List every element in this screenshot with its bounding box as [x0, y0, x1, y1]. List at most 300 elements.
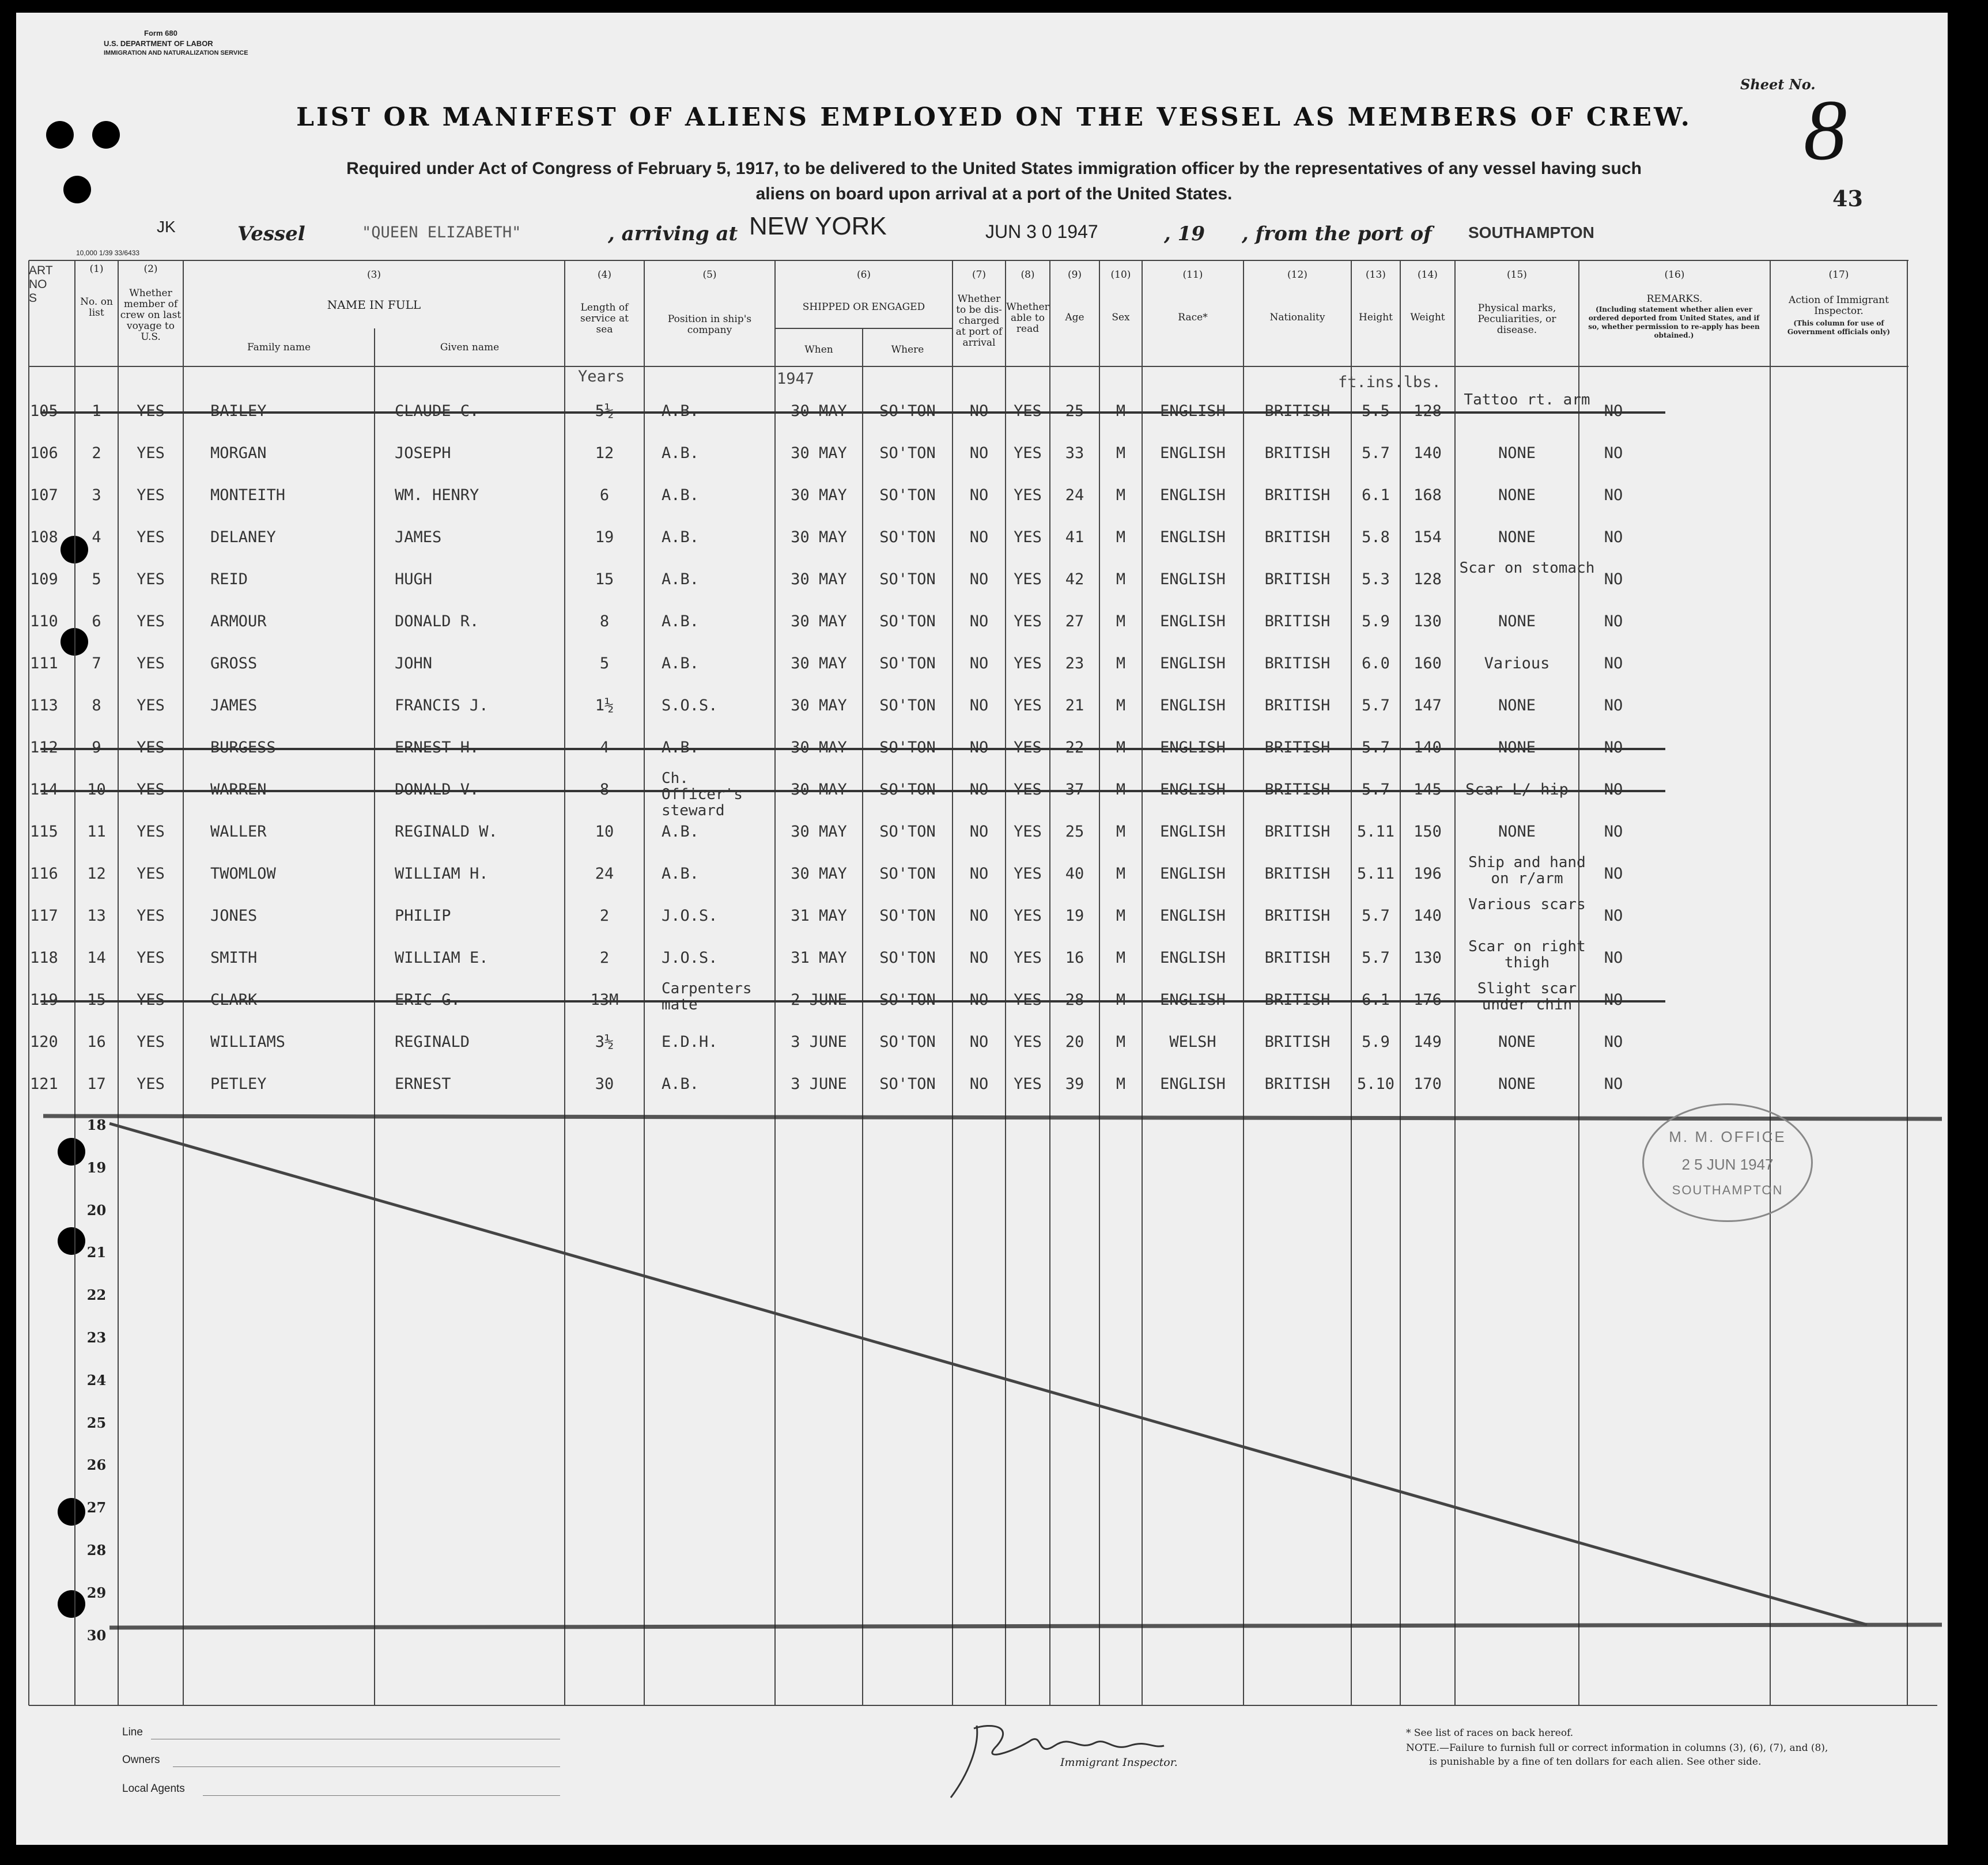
col-10-title: Sex: [1112, 312, 1130, 323]
row-list-number: 2: [92, 444, 101, 462]
row-discharged: NO: [969, 697, 989, 714]
col-16-title: REMARKS.: [1646, 293, 1703, 305]
row-shipped-when: 30 MAY: [791, 865, 847, 883]
row-discharged: NO: [969, 991, 989, 1009]
footer-owners-label: Owners: [122, 1754, 160, 1766]
row-weight: 130: [1413, 612, 1442, 630]
row-list-number: 1: [92, 402, 101, 420]
row-nationality: BRITISH: [1264, 570, 1331, 588]
row-given-name: DONALD R.: [395, 612, 479, 630]
row-family-name: PETLEY: [210, 1075, 267, 1093]
row-weight: 140: [1413, 444, 1442, 462]
subtitle-line-1: Required under Act of Congress of February 5, 1917, to be delivered to the United States immigration officer by the representatives of any vessel having such: [346, 159, 1642, 178]
row-sex: M: [1116, 655, 1126, 672]
col-16-subtitle: (Including statement whether alien ever ordered deported from United States, and if so, whether permission to re-apply has been obtained.): [1588, 305, 1760, 339]
row-shipped-when: 3 JUNE: [791, 1075, 847, 1093]
row-race: ENGLISH: [1160, 823, 1226, 841]
row-age: 37: [1065, 781, 1084, 799]
from-port: SOUTHAMPTON: [1468, 224, 1594, 241]
row-previous-voyage: YES: [137, 402, 165, 420]
row-given-name: ERIC G.: [395, 991, 460, 1009]
row-art-number: 114: [30, 781, 58, 799]
row-remarks: NO: [1604, 697, 1623, 714]
col-15-title: Physical marks, Peculiarities, or disease.: [1477, 302, 1556, 336]
row-height: 5.9: [1362, 612, 1390, 630]
row-able-to-read: YES: [1014, 1075, 1042, 1093]
row-height: 5.10: [1356, 1075, 1395, 1093]
empty-row-number: 21: [86, 1244, 107, 1261]
vessel-name: "QUEEN ELIZABETH": [362, 224, 521, 241]
row-previous-voyage: YES: [137, 991, 165, 1009]
row-service-length: 2: [599, 907, 610, 925]
col-6-where: Where: [891, 344, 924, 355]
row-position: J.O.S.: [662, 949, 718, 967]
row-position: Ch. Officer's steward: [662, 770, 743, 819]
row-position: A.B.: [662, 444, 700, 462]
row-nationality: BRITISH: [1264, 612, 1331, 630]
row-remarks: NO: [1604, 570, 1623, 588]
row-given-name: WM. HENRY: [395, 486, 479, 504]
row-given-name: HUGH: [395, 570, 433, 588]
arriving-label: , arriving at: [608, 222, 738, 245]
row-race: ENGLISH: [1160, 697, 1226, 714]
row-shipped-when: 30 MAY: [791, 781, 847, 799]
row-able-to-read: YES: [1014, 865, 1042, 883]
row-position: A.B.: [662, 528, 700, 546]
row-discharged: NO: [969, 1033, 989, 1051]
row-physical-marks: NONE: [1498, 823, 1536, 841]
row-service-length: 4: [599, 739, 610, 756]
print-code: 10,000 1/39 33/6433: [76, 249, 140, 257]
row-given-name: ERNEST: [395, 1075, 451, 1093]
row-previous-voyage: YES: [137, 781, 165, 799]
inspector-label: Immigrant Inspector.: [1060, 1756, 1178, 1769]
col-3-title: NAME IN FULL: [327, 298, 421, 312]
row-age: 20: [1065, 1033, 1084, 1051]
row-shipped-when: 30 MAY: [791, 655, 847, 672]
row-discharged: NO: [969, 612, 989, 630]
row-weight: 130: [1413, 949, 1442, 967]
row-service-length: 3½: [595, 1033, 614, 1051]
row-race: ENGLISH: [1160, 402, 1226, 420]
row-shipped-when: 30 MAY: [791, 444, 847, 462]
row-list-number: 11: [87, 823, 106, 841]
row-height: 6.0: [1362, 655, 1390, 672]
row-race: ENGLISH: [1160, 865, 1226, 883]
arriving-port: NEW YORK: [749, 212, 887, 240]
row-shipped-where: SO'TON: [879, 655, 936, 672]
row-remarks: NO: [1604, 1075, 1623, 1093]
row-given-name: CLAUDE C.: [395, 402, 479, 420]
row-family-name: WARREN: [210, 781, 267, 799]
row-shipped-when: 31 MAY: [791, 949, 847, 967]
row-physical-marks: NONE: [1498, 444, 1536, 462]
row-art-number: 109: [30, 570, 58, 588]
row-service-length: 8: [599, 781, 610, 799]
row-able-to-read: YES: [1014, 444, 1042, 462]
row-height: 5.5: [1362, 402, 1390, 420]
row-discharged: NO: [969, 907, 989, 925]
row-age: 22: [1065, 739, 1084, 756]
row-physical-marks: NONE: [1498, 612, 1536, 630]
row-race: ENGLISH: [1160, 655, 1226, 672]
row-discharged: NO: [969, 528, 989, 546]
footer-line-label: Line: [122, 1726, 143, 1738]
note-races: * See list of races on back hereof.: [1406, 1727, 1574, 1739]
row-list-number: 7: [92, 655, 101, 672]
row-position: S.O.S.: [662, 697, 718, 714]
row-race: ENGLISH: [1160, 1075, 1226, 1093]
row-weight: 176: [1413, 991, 1442, 1009]
row-position: A.B.: [662, 1075, 700, 1093]
row-age: 40: [1065, 865, 1084, 883]
sheet-number: 8: [1804, 82, 1847, 178]
from-label: , from the port of: [1242, 222, 1432, 245]
row-age: 25: [1065, 823, 1084, 841]
row-shipped-where: SO'TON: [879, 570, 936, 588]
row-nationality: BRITISH: [1264, 949, 1331, 967]
row-shipped-when: 30 MAY: [791, 823, 847, 841]
col-5-title: Position in ship's company: [667, 313, 752, 336]
col-8-title: Whether able to read: [1006, 301, 1049, 335]
row-remarks: NO: [1604, 444, 1623, 462]
row-given-name: ERNEST H.: [395, 739, 479, 756]
row-list-number: 17: [87, 1075, 106, 1093]
empty-row-number: 24: [86, 1371, 107, 1389]
row-physical-marks: Scar on stomach: [1459, 559, 1595, 577]
footer-agents-label: Local Agents: [122, 1783, 185, 1795]
empty-row-number: 28: [86, 1542, 107, 1558]
row-sex: M: [1116, 1033, 1126, 1051]
row-service-length: 30: [595, 1075, 614, 1093]
row-given-name: JOSEPH: [395, 444, 451, 462]
row-nationality: BRITISH: [1264, 907, 1331, 925]
row-shipped-where: SO'TON: [879, 781, 936, 799]
row-sex: M: [1116, 1075, 1126, 1093]
row-position: A.B.: [662, 402, 700, 420]
row-height: 5.11: [1356, 823, 1395, 841]
row-remarks: NO: [1604, 739, 1623, 756]
sheet-label: Sheet No.: [1740, 76, 1816, 93]
row-list-number: 14: [87, 949, 106, 967]
row-discharged: NO: [969, 486, 989, 504]
row-height: 5.7: [1362, 907, 1390, 925]
row-discharged: NO: [969, 444, 989, 462]
row-art-number: 120: [30, 1033, 58, 1051]
row-race: ENGLISH: [1160, 444, 1226, 462]
row-family-name: MORGAN: [210, 444, 267, 462]
row-service-length: 19: [595, 528, 614, 546]
row-art-number: 110: [30, 612, 58, 630]
row-height: 5.8: [1362, 528, 1390, 546]
row-shipped-when: 30 MAY: [791, 528, 847, 546]
row-list-number: 15: [87, 991, 106, 1009]
row-able-to-read: YES: [1014, 528, 1042, 546]
row-family-name: GROSS: [210, 655, 258, 672]
row-race: WELSH: [1169, 1033, 1216, 1051]
empty-row-number: 18: [86, 1117, 107, 1133]
row-able-to-read: YES: [1014, 655, 1042, 672]
col-4-title: Length of service at sea: [580, 302, 629, 335]
row-nationality: BRITISH: [1264, 444, 1331, 462]
row-sex: M: [1116, 949, 1126, 967]
col-2-number: (2): [143, 263, 158, 275]
row-height: 6.1: [1362, 991, 1390, 1009]
col-6-title: SHIPPED OR ENGAGED: [802, 301, 925, 313]
row-art-number: 115: [30, 823, 58, 841]
col-3-family: Family name: [247, 342, 311, 353]
row-race: ENGLISH: [1160, 570, 1226, 588]
col-13-title: Height: [1359, 312, 1393, 323]
subtitle-line-2: aliens on board upon arrival at a port of the United States.: [755, 184, 1233, 203]
row-position: A.B.: [662, 739, 700, 756]
row-shipped-where: SO'TON: [879, 907, 936, 925]
col-2-title: Whether member of crew on last voyage to U.S.: [120, 287, 182, 343]
col-3-number: (3): [366, 269, 381, 281]
row-art-number: 117: [30, 907, 58, 925]
row-art-number: 112: [30, 739, 58, 756]
row-sex: M: [1116, 739, 1126, 756]
row-height: 5.7: [1362, 781, 1390, 799]
row-nationality: BRITISH: [1264, 991, 1331, 1009]
row-list-number: 4: [92, 528, 101, 546]
measures-label: ft.ins.lbs.: [1338, 373, 1441, 391]
row-discharged: NO: [969, 865, 989, 883]
row-weight: 140: [1413, 739, 1442, 756]
row-shipped-when: 2 JUNE: [791, 991, 847, 1009]
row-able-to-read: YES: [1014, 949, 1042, 967]
row-age: 33: [1065, 444, 1084, 462]
row-nationality: BRITISH: [1264, 781, 1331, 799]
row-able-to-read: YES: [1014, 570, 1042, 588]
row-height: 5.11: [1356, 865, 1395, 883]
row-position: A.B.: [662, 570, 700, 588]
row-discharged: NO: [969, 402, 989, 420]
col-6-number: (6): [856, 269, 871, 281]
row-previous-voyage: YES: [137, 570, 165, 588]
row-age: 41: [1065, 528, 1084, 546]
row-nationality: BRITISH: [1264, 1033, 1331, 1051]
row-height: 5.7: [1362, 444, 1390, 462]
row-age: 21: [1065, 697, 1084, 714]
col-17-subtitle: (This column for use of Government officials only): [1787, 319, 1891, 336]
row-remarks: NO: [1604, 949, 1623, 967]
row-physical-marks: NONE: [1498, 739, 1536, 756]
col-3-given: Given name: [440, 342, 500, 353]
row-race: ENGLISH: [1160, 486, 1226, 504]
row-shipped-where: SO'TON: [879, 528, 936, 546]
row-previous-voyage: YES: [137, 486, 165, 504]
row-sex: M: [1116, 402, 1126, 420]
row-family-name: CLARK: [210, 991, 258, 1009]
empty-row-number: 26: [86, 1457, 107, 1474]
row-nationality: BRITISH: [1264, 865, 1331, 883]
row-given-name: WILLIAM E.: [395, 949, 489, 967]
row-list-number: 12: [87, 865, 106, 883]
row-family-name: DELANEY: [210, 528, 276, 546]
row-given-name: JAMES: [395, 528, 442, 546]
row-remarks: NO: [1604, 1033, 1623, 1051]
row-remarks: NO: [1604, 612, 1623, 630]
row-service-length: 5: [599, 655, 610, 672]
row-discharged: NO: [969, 1075, 989, 1093]
row-list-number: 3: [92, 486, 101, 504]
row-discharged: NO: [969, 570, 989, 588]
row-shipped-where: SO'TON: [879, 697, 936, 714]
col-14-number: (14): [1418, 269, 1438, 281]
row-able-to-read: YES: [1014, 1033, 1042, 1051]
col-12-number: (12): [1287, 269, 1307, 281]
row-service-length: 24: [595, 865, 614, 883]
row-shipped-where: SO'TON: [879, 823, 936, 841]
row-remarks: NO: [1604, 781, 1623, 799]
row-physical-marks: NONE: [1498, 697, 1536, 714]
row-sex: M: [1116, 697, 1126, 714]
page-number: 43: [1832, 186, 1863, 211]
row-given-name: WILLIAM H.: [395, 865, 489, 883]
service-name: IMMIGRATION AND NATURALIZATION SERVICE: [104, 50, 248, 56]
row-position: A.B.: [662, 655, 700, 672]
row-sex: M: [1116, 907, 1126, 925]
row-height: 6.1: [1362, 486, 1390, 504]
row-list-number: 8: [92, 697, 101, 714]
row-sex: M: [1116, 444, 1126, 462]
row-height: 5.7: [1362, 697, 1390, 714]
row-service-length: 12: [595, 444, 614, 462]
empty-row-number: 27: [86, 1499, 107, 1516]
row-age: 28: [1065, 991, 1084, 1009]
row-previous-voyage: YES: [137, 1075, 165, 1093]
row-family-name: JONES: [210, 907, 258, 925]
row-position: J.O.S.: [662, 907, 718, 925]
year-label: , 19: [1164, 222, 1205, 245]
department-name: U.S. DEPARTMENT OF LABOR: [104, 39, 213, 48]
vessel-label: Vessel: [237, 222, 305, 245]
stamp-port: SOUTHAMPTON: [1672, 1183, 1783, 1197]
row-family-name: TWOMLOW: [210, 865, 276, 883]
row-previous-voyage: YES: [137, 528, 165, 546]
empty-row-number: 25: [86, 1414, 107, 1431]
row-given-name: JOHN: [395, 655, 433, 672]
row-family-name: BURGESS: [210, 739, 276, 756]
row-race: ENGLISH: [1160, 949, 1226, 967]
row-nationality: BRITISH: [1264, 655, 1331, 672]
row-able-to-read: YES: [1014, 781, 1042, 799]
row-race: ENGLISH: [1160, 739, 1226, 756]
row-sex: M: [1116, 570, 1126, 588]
row-family-name: REID: [210, 570, 248, 588]
row-family-name: JAMES: [210, 697, 258, 714]
row-weight: 128: [1413, 402, 1442, 420]
row-previous-voyage: YES: [137, 823, 165, 841]
row-shipped-where: SO'TON: [879, 991, 936, 1009]
col-9-title: Age: [1065, 312, 1084, 323]
row-sex: M: [1116, 991, 1126, 1009]
row-remarks: NO: [1604, 402, 1623, 420]
row-physical-marks: Tattoo rt. arm: [1464, 391, 1590, 408]
row-nationality: BRITISH: [1264, 402, 1331, 420]
row-shipped-when: 30 MAY: [791, 402, 847, 420]
row-weight: 154: [1413, 528, 1442, 546]
row-able-to-read: YES: [1014, 402, 1042, 420]
row-nationality: BRITISH: [1264, 823, 1331, 841]
row-remarks: NO: [1604, 991, 1623, 1009]
row-remarks: NO: [1604, 486, 1623, 504]
row-art-number: 116: [30, 865, 58, 883]
row-service-length: 1½: [595, 697, 614, 714]
empty-row-number: 20: [86, 1201, 107, 1219]
row-shipped-when: 30 MAY: [791, 486, 847, 504]
row-weight: 128: [1413, 570, 1442, 588]
row-shipped-where: SO'TON: [879, 739, 936, 756]
initials: JK: [157, 218, 176, 236]
row-position: E.D.H.: [662, 1033, 718, 1051]
empty-row-number: 29: [86, 1584, 107, 1601]
row-discharged: NO: [969, 739, 989, 756]
row-previous-voyage: YES: [137, 655, 165, 672]
stamp-office: M. M. OFFICE: [1669, 1128, 1786, 1145]
row-able-to-read: YES: [1014, 991, 1042, 1009]
row-art-number: 107: [30, 486, 58, 504]
row-discharged: NO: [969, 823, 989, 841]
row-age: 24: [1065, 486, 1084, 504]
row-race: ENGLISH: [1160, 528, 1226, 546]
row-previous-voyage: YES: [137, 865, 165, 883]
col-7-title: Whether to be dis-charged at port of arrival: [955, 293, 1003, 349]
row-list-number: 16: [87, 1033, 106, 1051]
col-10-number: (10): [1110, 269, 1131, 281]
form-number: Form 680: [144, 29, 177, 37]
row-shipped-where: SO'TON: [879, 1033, 936, 1051]
row-height: 5.3: [1362, 570, 1390, 588]
row-family-name: SMITH: [210, 949, 258, 967]
row-weight: 168: [1413, 486, 1442, 504]
row-sex: M: [1116, 865, 1126, 883]
row-race: ENGLISH: [1160, 612, 1226, 630]
row-art-number: 119: [30, 991, 58, 1009]
row-remarks: NO: [1604, 865, 1623, 883]
row-shipped-when: 30 MAY: [791, 697, 847, 714]
row-discharged: NO: [969, 949, 989, 967]
row-given-name: DONALD V.: [395, 781, 479, 799]
row-able-to-read: YES: [1014, 486, 1042, 504]
row-physical-marks: Ship and hand on r/arm: [1468, 854, 1586, 887]
row-shipped-when: 30 MAY: [791, 739, 847, 756]
row-able-to-read: YES: [1014, 697, 1042, 714]
row-age: 16: [1065, 949, 1084, 967]
row-family-name: WALLER: [210, 823, 267, 841]
row-service-length: 15: [595, 570, 614, 588]
row-art-number: 105: [30, 402, 58, 420]
row-service-length: 10: [595, 823, 614, 841]
row-previous-voyage: YES: [137, 1033, 165, 1051]
row-discharged: NO: [969, 655, 989, 672]
col-14-title: Weight: [1410, 312, 1445, 323]
row-weight: 160: [1413, 655, 1442, 672]
row-sex: M: [1116, 823, 1126, 841]
row-physical-marks: NONE: [1498, 1033, 1536, 1051]
row-art-number: 121: [30, 1075, 58, 1093]
row-age: 39: [1065, 1075, 1084, 1093]
col-13-number: (13): [1366, 269, 1386, 281]
col-8-number: (8): [1021, 269, 1035, 281]
row-nationality: BRITISH: [1264, 486, 1331, 504]
row-nationality: BRITISH: [1264, 1075, 1331, 1093]
row-previous-voyage: YES: [137, 697, 165, 714]
row-weight: 149: [1413, 1033, 1442, 1051]
row-art-number: 113: [30, 697, 58, 714]
col-7-number: (7): [972, 269, 987, 281]
